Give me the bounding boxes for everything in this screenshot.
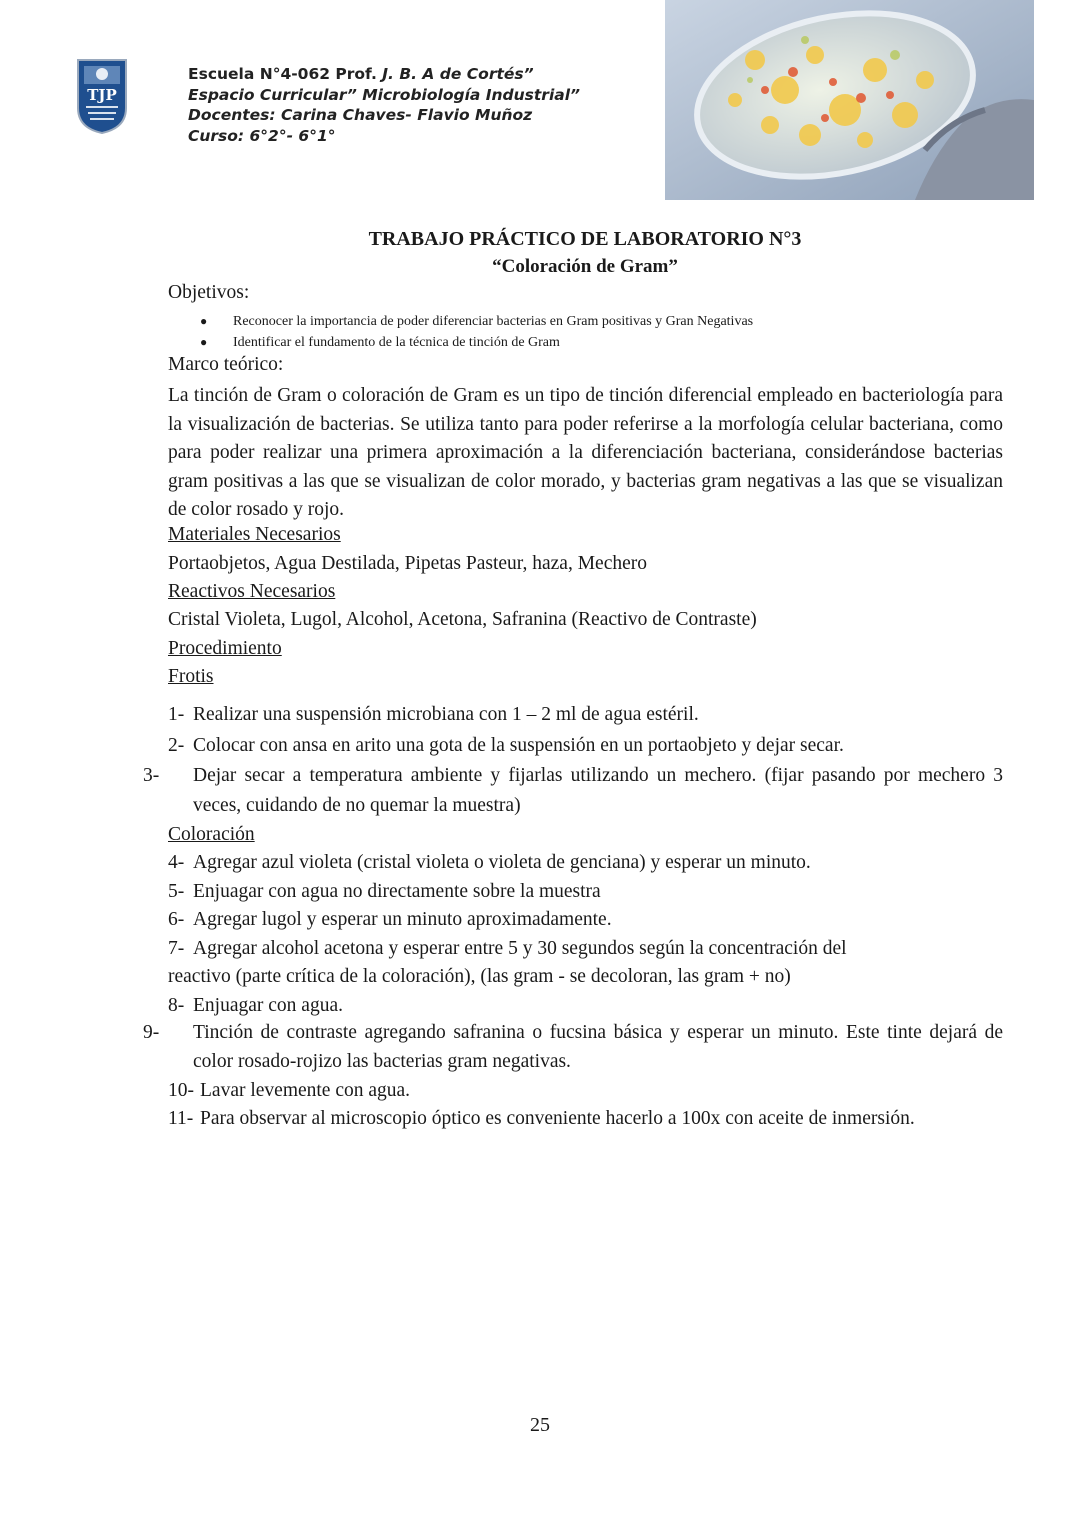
objectives-label: Objetivos:	[168, 282, 250, 303]
step-number: 7-	[168, 938, 185, 959]
teachers-line: Docentes: Carina Chaves- Flavio Muñoz	[188, 106, 533, 124]
step-item	[168, 991, 1003, 1021]
page-header	[0, 0, 1080, 210]
course-line: Curso: 6°2°- 6°1°	[188, 126, 336, 145]
school-label: Escuela N°4-062 Prof.	[188, 65, 377, 83]
step-text: Para observar al microscopio óptico es conveniente hacerlo a 100x con aceite de inmersión.	[200, 1108, 915, 1129]
school-info	[188, 64, 580, 146]
objectives-list	[200, 311, 753, 353]
step-item	[168, 731, 1003, 761]
step-number: 2-	[168, 735, 185, 756]
school-name: J. B. A de Cortés”	[382, 65, 534, 83]
step-text: Dejar secar a temperatura ambiente y fijarlas utilizando un mechero. (fijar pasando por mechero 3 veces, cuidando de no quemar la muestra)	[193, 765, 1003, 816]
reagents-label: Reactivos Necesarios	[168, 581, 336, 602]
page-subtitle: “Coloración de Gram”	[492, 256, 678, 277]
step-item	[168, 877, 1003, 907]
page-title: TRABAJO PRÁCTICO DE LABORATORIO N°3	[368, 228, 802, 250]
reagents-text: Cristal Violeta, Lugol, Alcohol, Acetona, Safranina (Reactivo de Contraste)	[168, 609, 757, 630]
step-text: reactivo (parte crítica de la coloración), (las gram - se decoloran, las gram + no)	[168, 966, 791, 987]
step-continuation	[168, 962, 1003, 992]
step-item	[168, 700, 1003, 730]
step-item	[143, 1019, 1003, 1076]
petri-dish-photo	[665, 0, 1034, 200]
step-number: 11-	[168, 1108, 194, 1129]
step-number: 1-	[168, 704, 185, 725]
step-number: 10-	[168, 1080, 194, 1101]
step-text: Tinción de contraste agregando safranina o fucsina básica y esperar un minuto. Este tinte dejará de color rosado-rojizo las bacterias gram negativas.	[193, 1022, 1003, 1072]
step-text: Enjuagar con agua.	[193, 995, 343, 1016]
materials-label: Materiales Necesarios	[168, 524, 341, 545]
step-number: 5-	[168, 881, 185, 902]
step-text: Agregar alcohol acetona y esperar entre 5 y 30 segundos según la concentración del	[193, 938, 847, 959]
bullet-icon: ●	[200, 314, 208, 328]
step-number: 3-	[143, 765, 160, 786]
step-item	[168, 1076, 1003, 1106]
school-line	[188, 64, 580, 85]
step-text: Realizar una suspensión microbiana con 1 – 2 ml de agua estéril.	[193, 704, 699, 725]
list-item	[200, 311, 753, 332]
logo-text: TJP	[87, 86, 117, 104]
subject-line: Espacio Curricular” Microbiología Industrial”	[188, 85, 581, 104]
list-item	[200, 332, 753, 353]
step-text: Enjuagar con agua no directamente sobre la muestra	[193, 881, 601, 902]
bullet-icon: ●	[200, 335, 208, 349]
step-item	[168, 905, 1003, 935]
step-item	[168, 848, 1003, 878]
step-item	[168, 934, 1003, 964]
step-text: Agregar lugol y esperar un minuto aproximadamente.	[193, 909, 612, 930]
step-text: Agregar azul violeta (cristal violeta o violeta de genciana) y esperar un minuto.	[193, 852, 811, 873]
procedure-label: Procedimiento	[168, 638, 282, 659]
materials-text: Portaobjetos, Agua Destilada, Pipetas Pasteur, haza, Mechero	[168, 553, 648, 574]
step-number: 4-	[168, 852, 185, 873]
objective-text: Reconocer la importancia de poder diferenciar bacterias en Gram positivas y Gran Negativas	[233, 314, 754, 329]
step-text: Lavar levemente con agua.	[200, 1080, 411, 1101]
step-number: 9-	[143, 1022, 160, 1043]
theory-text: La tinción de Gram o coloración de Gram es un tipo de tinción diferencial empleado en bacteriología para la visualización de bacterias. Se utiliza tanto para poder referirse a la morfología celular bacteriana, como para poder realizar una primera aproximación a la diferenciación bacteriana, considerándose bacterias gram positivas a las que se visualizan de color morado, y bacterias gram negativas a las que se visualizan de color rosado y rojo.	[168, 385, 1003, 520]
step-item	[143, 761, 1003, 821]
step-number: 8-	[168, 995, 185, 1016]
staining-label: Coloración	[168, 824, 255, 845]
school-logo	[74, 58, 130, 134]
page-number: 25	[530, 1414, 550, 1436]
smear-label: Frotis	[168, 666, 214, 687]
step-number: 6-	[168, 909, 185, 930]
objective-text: Identificar el fundamento de la técnica de tinción de Gram	[233, 335, 560, 350]
theory-label: Marco teórico:	[168, 354, 284, 375]
step-item	[168, 1104, 1003, 1134]
step-text: Colocar con ansa en arito una gota de la suspensión en un portaobjeto y dejar secar.	[193, 735, 844, 756]
